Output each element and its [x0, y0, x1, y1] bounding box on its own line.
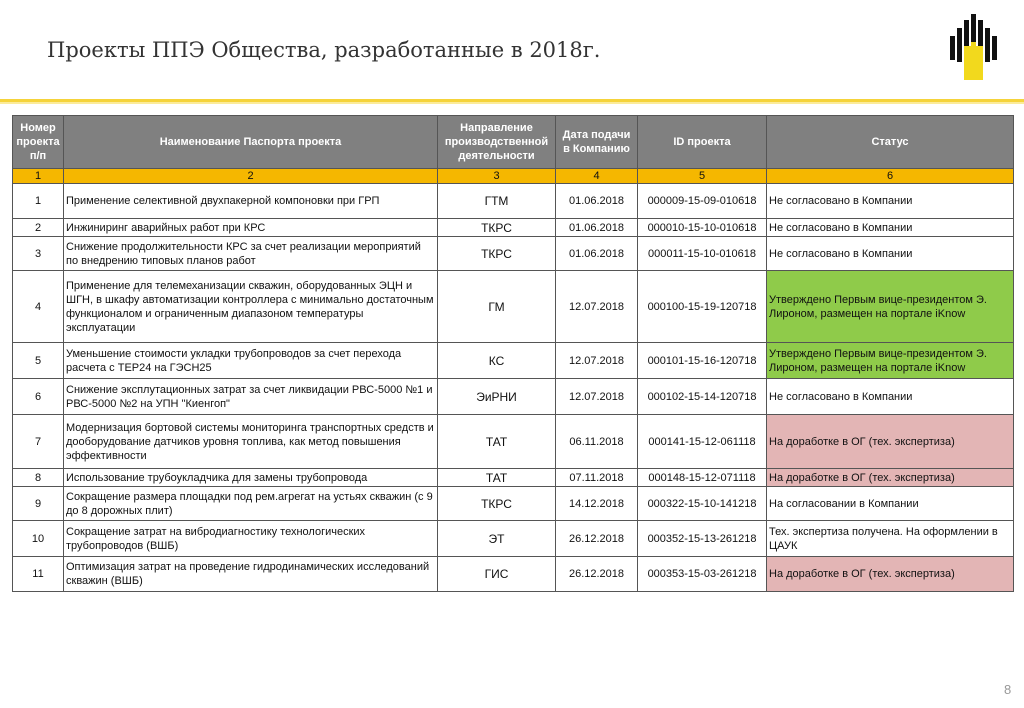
- header-number: Номер проекта п/п: [13, 116, 64, 169]
- col-number: 4: [556, 169, 638, 184]
- submission-date: 01.06.2018: [556, 219, 638, 237]
- status-cell: Утверждено Первым вице-президентом Э. Лироном, размещен на портале iKnow: [767, 271, 1014, 343]
- direction: ТКРС: [438, 219, 556, 237]
- project-id: 000010-15-10-010618: [638, 219, 767, 237]
- submission-date: 06.11.2018: [556, 415, 638, 469]
- projects-table: [12, 115, 1014, 592]
- project-id: 000352-15-13-261218: [638, 521, 767, 557]
- project-id: 000011-15-10-010618: [638, 237, 767, 271]
- row-number: 2: [13, 219, 64, 237]
- col-number: 1: [13, 169, 64, 184]
- row-number: 11: [13, 557, 64, 592]
- row-number: 8: [13, 469, 64, 487]
- column-number-row: [13, 169, 1014, 184]
- table-row: [13, 271, 1014, 343]
- status-cell: Не согласовано в Компании: [767, 219, 1014, 237]
- project-id: 000322-15-10-141218: [638, 487, 767, 521]
- company-logo-icon: [950, 14, 998, 82]
- page-number: 8: [1004, 682, 1012, 697]
- table-row: [13, 237, 1014, 271]
- status-cell: Тех. экспертиза получена. На оформлении в ЦАУК: [767, 521, 1014, 557]
- direction: ТКРС: [438, 487, 556, 521]
- table-row: [13, 219, 1014, 237]
- page-title: Проекты ППЭ Общества, разработанные в 2018г.: [47, 38, 601, 62]
- col-number: 5: [638, 169, 767, 184]
- status-cell: На доработке в ОГ (тех. экспертиза): [767, 415, 1014, 469]
- row-number: 10: [13, 521, 64, 557]
- project-name: Сокращение затрат на вибродиагностику технологических трубопроводов (ВШБ): [64, 521, 438, 557]
- status-cell: На доработке в ОГ (тех. экспертиза): [767, 557, 1014, 592]
- project-id: 000102-15-14-120718: [638, 379, 767, 415]
- row-number: 6: [13, 379, 64, 415]
- project-name: Применение селективной двухпакерной компоновки при ГРП: [64, 184, 438, 219]
- direction: ТАТ: [438, 415, 556, 469]
- project-name: Снижение продолжительности КРС за счет реализации мероприятий по внедрению типовых планов работ: [64, 237, 438, 271]
- col-number: 2: [64, 169, 438, 184]
- status-cell: На согласовании в Компании: [767, 487, 1014, 521]
- row-number: 4: [13, 271, 64, 343]
- project-id: 000100-15-19-120718: [638, 271, 767, 343]
- status-cell: Утверждено Первым вице-президентом Э. Лироном, размещен на портале iKnow: [767, 343, 1014, 379]
- direction: ЭТ: [438, 521, 556, 557]
- table-row: [13, 469, 1014, 487]
- submission-date: 12.07.2018: [556, 379, 638, 415]
- direction: ТАТ: [438, 469, 556, 487]
- table-row: [13, 343, 1014, 379]
- table-row: [13, 487, 1014, 521]
- submission-date: 12.07.2018: [556, 271, 638, 343]
- project-name: Уменьшение стоимости укладки трубопроводов за счет перехода расчета с ТЕР24 на ГЭСН25: [64, 343, 438, 379]
- table-row: [13, 184, 1014, 219]
- header-name: Наименование Паспорта проекта: [64, 116, 438, 169]
- header-status: Статус: [767, 116, 1014, 169]
- row-number: 9: [13, 487, 64, 521]
- submission-date: 26.12.2018: [556, 557, 638, 592]
- table-row: [13, 557, 1014, 592]
- header-id: ID проекта: [638, 116, 767, 169]
- direction: ГИС: [438, 557, 556, 592]
- table-row: [13, 521, 1014, 557]
- status-cell: На доработке в ОГ (тех. экспертиза): [767, 469, 1014, 487]
- col-number: 3: [438, 169, 556, 184]
- submission-date: 12.07.2018: [556, 343, 638, 379]
- header-direction: Направление производственной деятельности: [438, 116, 556, 169]
- direction: ГМ: [438, 271, 556, 343]
- project-id: 000141-15-12-061118: [638, 415, 767, 469]
- project-id: 000009-15-09-010618: [638, 184, 767, 219]
- project-name: Инжиниринг аварийных работ при КРС: [64, 219, 438, 237]
- submission-date: 01.06.2018: [556, 237, 638, 271]
- project-id: 000353-15-03-261218: [638, 557, 767, 592]
- direction: ГТМ: [438, 184, 556, 219]
- direction: ТКРС: [438, 237, 556, 271]
- header-divider-shadow: [0, 102, 1024, 104]
- project-name: Оптимизация затрат на проведение гидродинамических исследований скважин (ВШБ): [64, 557, 438, 592]
- table-header-row: [13, 116, 1014, 169]
- row-number: 3: [13, 237, 64, 271]
- project-id: 000148-15-12-071118: [638, 469, 767, 487]
- project-name: Снижение эксплутационных затрат за счет ликвидации РВС-5000 №1 и РВС-5000 №2 на УПН "Киенгоп": [64, 379, 438, 415]
- direction: КС: [438, 343, 556, 379]
- submission-date: 01.06.2018: [556, 184, 638, 219]
- status-cell: Не согласовано в Компании: [767, 379, 1014, 415]
- project-name: Применение для телемеханизации скважин, оборудованных ЭЦН и ШГН, в шкафу автоматизации контроллера с минимально достаточным функционалом и ограниченным диапазоном температуры эксплуатации: [64, 271, 438, 343]
- project-name: Сокращение размера площадки под рем.агрегат на устьях скважин (с 9 до 8 дорожных плит): [64, 487, 438, 521]
- row-number: 7: [13, 415, 64, 469]
- table-row: [13, 379, 1014, 415]
- header-date: Дата подачи в Компанию: [556, 116, 638, 169]
- submission-date: 07.11.2018: [556, 469, 638, 487]
- project-name: Модернизация бортовой системы мониторинга транспортных средств и дооборудование датчиков уровня топлива, как метод повышения эффективности: [64, 415, 438, 469]
- table-row: [13, 415, 1014, 469]
- submission-date: 14.12.2018: [556, 487, 638, 521]
- status-cell: Не согласовано в Компании: [767, 184, 1014, 219]
- status-cell: Не согласовано в Компании: [767, 237, 1014, 271]
- col-number: 6: [767, 169, 1014, 184]
- direction: ЭиРНИ: [438, 379, 556, 415]
- row-number: 5: [13, 343, 64, 379]
- row-number: 1: [13, 184, 64, 219]
- submission-date: 26.12.2018: [556, 521, 638, 557]
- project-id: 000101-15-16-120718: [638, 343, 767, 379]
- project-name: Использование трубоукладчика для замены трубопровода: [64, 469, 438, 487]
